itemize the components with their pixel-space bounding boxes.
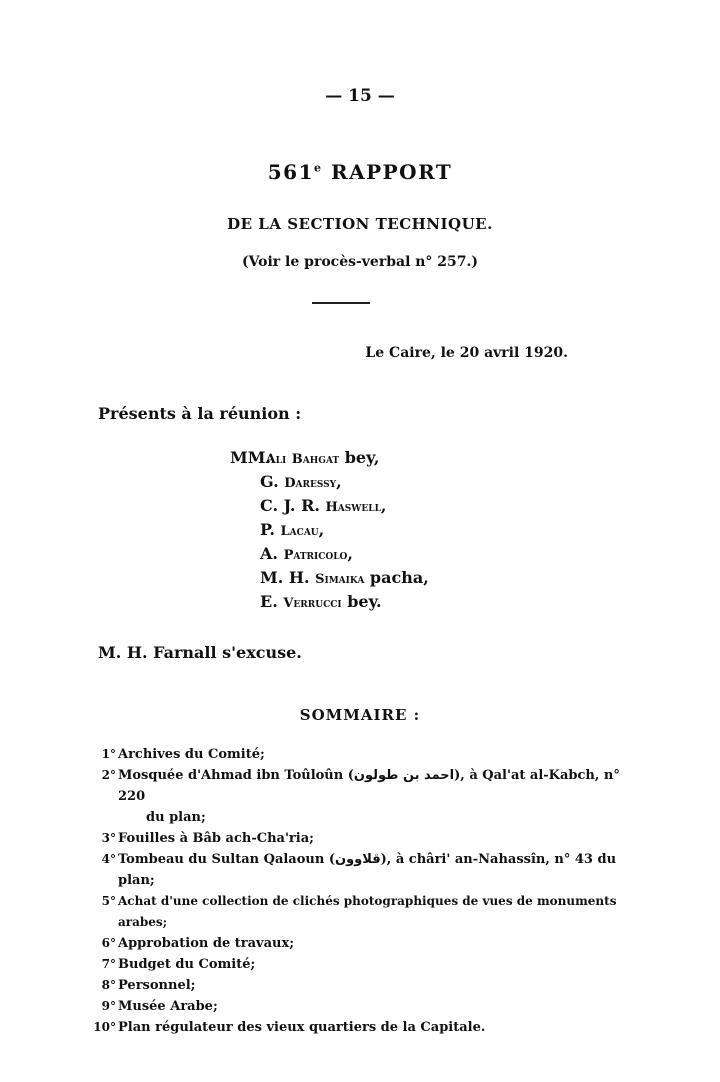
member-suffix: bey. <box>347 592 382 611</box>
item-number: 1° <box>101 747 116 761</box>
summary-item <box>90 828 630 849</box>
member-suffix: pacha, <box>369 568 429 587</box>
item-text: Approbation de travaux; <box>118 936 295 951</box>
item-text: Fouilles à Bâb ach-Cha'ria; <box>118 831 314 846</box>
summary-heading: SOMMAIRE : <box>299 706 421 724</box>
member-suffix: , <box>318 520 325 539</box>
arabic-name: قلاوون <box>334 852 381 867</box>
member-suffix: , <box>347 544 353 563</box>
item-text: ), à Qal'at al-Kabch, n° 220 <box>118 768 620 804</box>
member-initials: G. <box>260 472 279 491</box>
member-entry <box>260 470 429 494</box>
summary-item <box>90 1017 630 1038</box>
member-entry <box>260 542 429 566</box>
member-entry <box>260 590 429 614</box>
item-text: Achat d'une collection de clichés photographiques de vues de monuments arabes; <box>118 894 617 929</box>
item-continuation: du plan; <box>146 810 206 825</box>
member-entry <box>260 518 429 542</box>
report-title <box>0 160 720 184</box>
member-entry <box>230 446 429 470</box>
member-name: Simaika <box>315 572 365 587</box>
member-suffix: bey, <box>344 448 380 467</box>
item-number: 3° <box>101 831 116 845</box>
summary-item <box>90 975 630 996</box>
members-prefix: MM. <box>230 448 271 467</box>
member-initials: M. H. <box>260 568 310 587</box>
summary-list <box>90 744 630 1038</box>
item-text: Personnel; <box>118 978 196 993</box>
item-text: Budget du Comité; <box>118 957 256 972</box>
member-initials: E. <box>260 592 278 611</box>
report-reference: (Voir le procès-verbal n° 257.) <box>241 254 479 270</box>
report-number: 561 <box>267 160 314 184</box>
member-name: Daressy <box>284 476 337 491</box>
report-subtitle: DE LA SECTION TECHNIQUE. <box>227 215 493 233</box>
report-number-suffix: e <box>313 161 323 175</box>
item-number: 5° <box>101 894 116 908</box>
member-name: Verrucci <box>283 596 342 611</box>
arabic-name: احمد بن طولون <box>353 768 455 783</box>
summary-item <box>90 933 630 954</box>
member-name: Patricolo <box>283 548 348 563</box>
member-initials: Ali <box>265 452 287 467</box>
member-initials: P. <box>260 520 275 539</box>
member-name: Lacau <box>280 524 319 539</box>
summary-item <box>90 849 630 891</box>
item-text: Archives du Comité; <box>118 747 265 762</box>
page-number: — 15 — <box>325 86 395 106</box>
member-name: Haswell <box>325 500 381 515</box>
summary-item <box>90 744 630 765</box>
member-initials: C. J. R. <box>260 496 320 515</box>
item-number: 10° <box>93 1020 116 1034</box>
member-entry <box>260 566 429 590</box>
member-entry <box>260 494 429 518</box>
member-name: Bahgat <box>291 452 340 467</box>
dateline: Le Caire, le 20 avril 1920. <box>365 345 568 361</box>
summary-item <box>90 765 630 828</box>
excused-member: M. H. Farnall s'excuse. <box>98 643 302 662</box>
item-number: 4° <box>101 852 116 866</box>
item-number: 8° <box>101 978 116 992</box>
item-number: 7° <box>101 957 116 971</box>
member-initials: A. <box>260 544 278 563</box>
item-number: 9° <box>101 999 116 1013</box>
item-text: ), à châri' an-Nahassîn, n° 43 du plan; <box>118 852 617 888</box>
member-list <box>230 446 429 614</box>
item-number: 6° <box>101 936 116 950</box>
item-text: Musée Arabe; <box>118 999 218 1014</box>
item-text: Tombeau du Sultan Qalaoun ( <box>118 852 335 867</box>
member-suffix: , <box>336 472 342 491</box>
summary-item <box>90 996 630 1017</box>
summary-item <box>90 891 630 933</box>
item-number: 2° <box>101 768 116 782</box>
item-text: Mosquée d'Ahmad ibn Toûloûn ( <box>118 768 354 783</box>
summary-item <box>90 954 630 975</box>
divider-rule <box>312 302 370 304</box>
attendance-heading: Présents à la réunion : <box>98 404 302 423</box>
item-text: Plan régulateur des vieux quartiers de la Capitale. <box>118 1020 486 1035</box>
member-suffix: , <box>380 496 387 515</box>
report-title-word: RAPPORT <box>330 160 453 184</box>
